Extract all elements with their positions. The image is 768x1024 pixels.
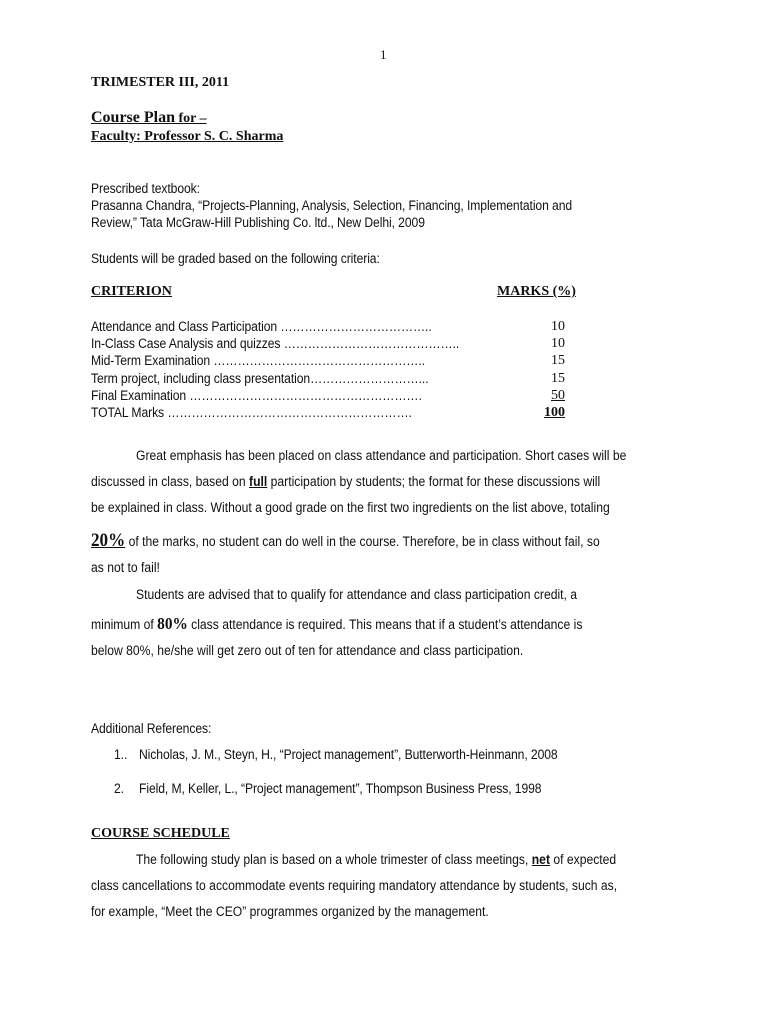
criterion-row-marks: 15 — [551, 353, 565, 368]
criterion-row-marks: 10 — [551, 336, 565, 351]
emphasis-full: full — [249, 474, 268, 489]
criterion-row-label: Mid-Term Examination …………………………………………….. — [91, 353, 425, 368]
textbook-line-2: Review,” Tata McGraw-Hill Publishing Co. ltd., New Delhi, 2009 — [91, 215, 425, 230]
text-span: The following study plan is based on a whole trimester of class meetings, — [136, 852, 532, 867]
text-span: of expected — [549, 852, 617, 867]
text-span: discussed in class, based on — [91, 474, 250, 489]
grading-intro: Students will be graded based on the following criteria: — [91, 251, 380, 266]
paragraph-line — [91, 474, 600, 489]
text-span: minimum of — [91, 617, 158, 632]
course-plan-for: for – — [175, 111, 207, 126]
course-plan-heading — [91, 109, 207, 127]
reference-text: Field, M, Keller, L., “Project management”, Thompson Business Press, 1998 — [139, 781, 542, 796]
text-span: participation by students; the format for these discussions will — [267, 474, 601, 489]
criterion-header: CRITERION — [91, 284, 172, 299]
paragraph-line: be explained in class. Without a good grade on the first two ingredients on the list above, totaling — [91, 500, 610, 515]
paragraph-line — [91, 614, 582, 634]
trimester-heading: TRIMESTER III, 2011 — [91, 75, 230, 90]
criterion-row-marks: 10 — [551, 319, 565, 334]
total-row-marks: 100 — [544, 405, 565, 420]
criterion-row-marks: 50 — [551, 388, 565, 403]
faculty-line: Faculty: Professor S. C. Sharma — [91, 129, 284, 144]
references-heading: Additional References: — [91, 721, 212, 736]
page-number: 1 — [380, 47, 387, 62]
reference-text: Nicholas, J. M., Steyn, H., “Project management”, Butterworth-Heinmann, 2008 — [139, 747, 558, 762]
total-row-label: TOTAL Marks ……………………………………………………. — [91, 405, 412, 420]
paragraph-line: Great emphasis has been placed on class attendance and participation. Short cases will be — [136, 448, 627, 463]
criterion-row-label: Term project, including class presentation………………………... — [91, 371, 429, 386]
text-span: class attendance is required. This means that if a student’s attendance is — [187, 617, 583, 632]
emphasis-20-percent: 20% — [91, 530, 126, 551]
marks-header: MARKS (%) — [497, 284, 576, 299]
paragraph-line: for example, “Meet the CEO” programmes organized by the management. — [91, 904, 489, 919]
emphasis-net: net — [531, 852, 550, 867]
criterion-row-marks: 15 — [551, 371, 565, 386]
course-plan-label: Course Plan — [91, 109, 175, 126]
paragraph-line — [91, 530, 600, 552]
criterion-row-label: In-Class Case Analysis and quizzes …………………………………….. — [91, 336, 460, 351]
textbook-heading: Prescribed textbook: — [91, 181, 200, 196]
reference-number: 2. — [114, 781, 124, 796]
reference-number: 1.. — [114, 747, 128, 762]
paragraph-line — [136, 852, 616, 867]
textbook-line-1: Prasanna Chandra, “Projects-Planning, Analysis, Selection, Financing, Implementation and — [91, 198, 573, 213]
paragraph-line: class cancellations to accommodate events requiring mandatory attendance by students, such as, — [91, 878, 618, 893]
criterion-row-label: Final Examination …………………………………………………. — [91, 388, 422, 403]
paragraph-line: below 80%, he/she will get zero out of ten for attendance and class participation. — [91, 643, 524, 658]
emphasis-80-percent: 80% — [157, 614, 188, 633]
criterion-row-label: Attendance and Class Participation ……………………………….. — [91, 319, 432, 334]
paragraph-line: Students are advised that to qualify for attendance and class participation credit, a — [136, 587, 578, 602]
course-schedule-heading: COURSE SCHEDULE — [91, 826, 230, 841]
paragraph-line: as not to fail! — [91, 560, 160, 575]
text-span: of the marks, no student can do well in the course. Therefore, be in class without fail, so — [125, 534, 600, 549]
